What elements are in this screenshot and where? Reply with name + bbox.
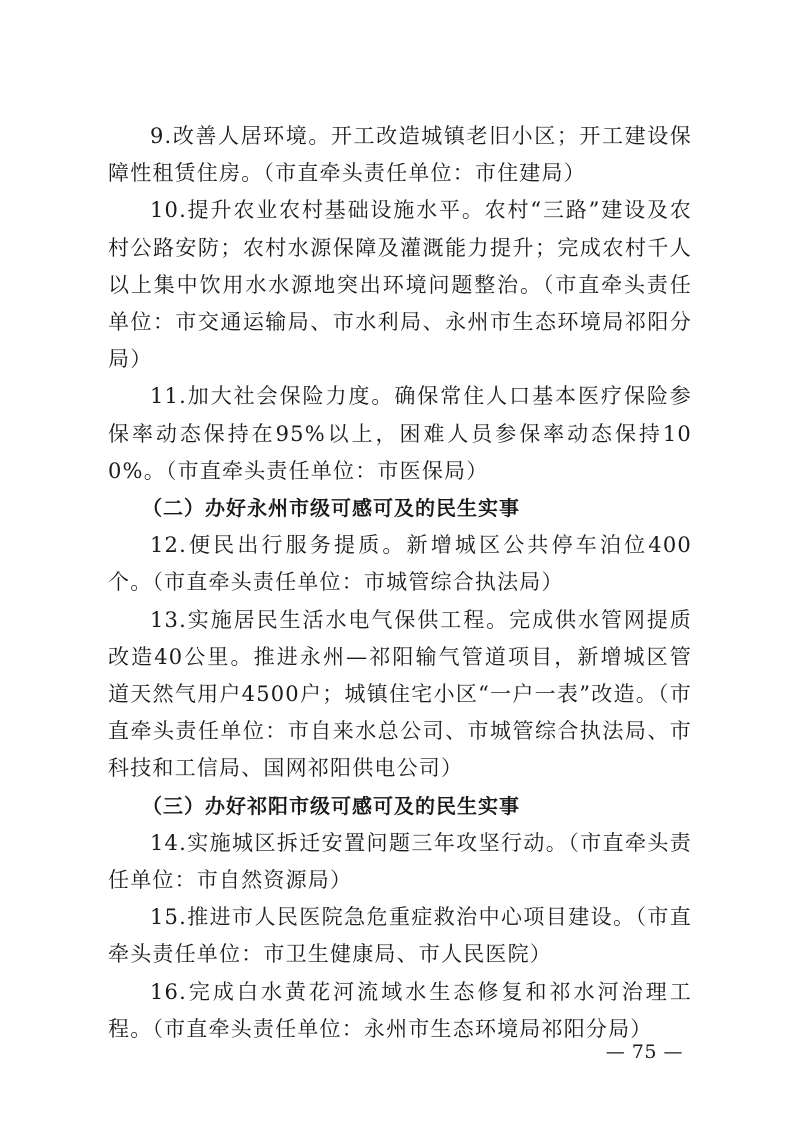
page-number: — 75 — <box>605 1041 683 1063</box>
section-heading-2: （二）办好永州市级可感可及的民生实事 <box>142 496 520 521</box>
item-9: 9.改善人居环境。开工改造城镇老旧小区；开工建设保障性租赁住房。（市直牵头责任单位：市住建局） <box>108 124 692 186</box>
item-12: 12.便民出行服务提质。新增城区公共停车泊位400个。（市直牵头责任单位：市城管综合执法局） <box>108 533 692 595</box>
document-body <box>108 118 692 1048</box>
item-15: 15.推进市人民医院急危重症救治中心项目建设。（市直牵头责任单位：市卫生健康局、市人民医院） <box>108 905 692 967</box>
item-14: 14.实施城区拆迁安置问题三年攻坚行动。（市直牵头责任单位：市自然资源局） <box>108 830 692 893</box>
item-16: 16.完成白水黄花河流域水生态修复和祁水河治理工程。（市直牵头责任单位：永州市生态环境局祁阳分局） <box>108 979 692 1041</box>
item-10: 10.提升农业农村基础设施水平。农村“三路”建设及农村公路安防；农村水源保障及灌溉能力提升；完成农村千人以上集中饮用水水源地突出环境问题整治。（市直牵头责任单位：市交通运输局、市水利局、永州市生态环境局祁阳分局） <box>108 198 692 372</box>
item-13: 13.实施居民生活水电气保供工程。完成供水管网提质改造40公里。推进永州—祁阳输气管道项目，新增城区管道天然气用户4500户；城镇住宅小区“一户一表”改造。（市直牵头责任单位：市自来水总公司、市城管综合执法局、市科技和工信局、国网祁阳供电公司） <box>108 607 692 781</box>
item-11: 11.加大社会保险力度。确保常住人口基本医疗保险参保率动态保持在95%以上，困难人员参保率动态保持100%。（市直牵头责任单位：市医保局） <box>108 384 692 483</box>
section-heading-3: （三）办好祁阳市级可感可及的民生实事 <box>142 793 520 818</box>
